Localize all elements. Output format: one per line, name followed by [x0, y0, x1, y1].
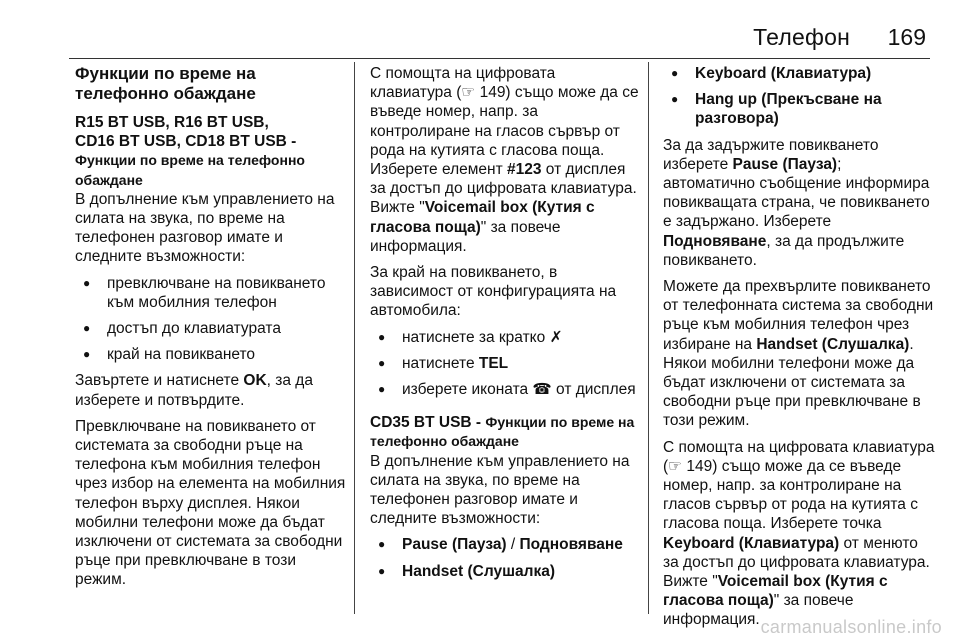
- text-run: За да задържите повикването изберете: [663, 136, 879, 173]
- text-run: от дисплея: [551, 381, 636, 399]
- hang-up-button-icon: ✗: [549, 328, 563, 346]
- cd35-options-list: [370, 535, 640, 580]
- list-item: ● достъп до клавиатурата: [75, 319, 347, 338]
- text-run: Можете да прехвърлите повикването от телефонната система за свободни ръце към мобилния телефон чрез избиране на: [663, 278, 934, 353]
- text-run: С помощта на цифровата клавиатура (: [663, 438, 935, 475]
- list-item: ● край на повикването: [75, 345, 347, 364]
- text-run: натиснете за кратко: [402, 328, 550, 346]
- column-2: [370, 64, 640, 588]
- resume-label: Подновяване: [519, 536, 623, 554]
- ok-label: OK: [243, 372, 267, 390]
- keyboard-label: Keyboard (Клавиатура): [695, 65, 872, 82]
- text-run: " за повече информация.: [663, 592, 854, 629]
- menu-options-list: [663, 64, 935, 129]
- models-heading: [75, 113, 347, 190]
- text-run: . Някои мобилни телефони може да бъдат изключени от системата за свободни ръце при превключване в този режим.: [663, 335, 921, 430]
- column-divider-2: [648, 62, 649, 614]
- text-run: Функции по време на телефонно обаждане: [370, 414, 635, 450]
- pause-label: Pause (Пауза): [732, 155, 838, 173]
- text-run: " за повече информация.: [370, 218, 561, 255]
- keypad-paragraph-2: [663, 438, 935, 630]
- handset-label: Handset (Слушалка): [402, 562, 556, 580]
- text-run: Завъртете и натиснете: [75, 372, 244, 390]
- chapter-title: Телефон: [753, 24, 850, 50]
- text-run: 149) също може да се въведе номер, напр. за контролиране на гласов сървър от рода на кутията с гласова поща. Изберете точка: [663, 457, 918, 533]
- transfer-paragraph: [663, 277, 935, 431]
- text-run: натиснете: [402, 354, 479, 372]
- page-reference-icon: ☞: [461, 84, 476, 102]
- text-run: С помощта на цифровата клавиатура (: [370, 65, 556, 102]
- options-list: [75, 274, 347, 365]
- models-line-1: R15 BT USB, R16 BT USB,: [75, 114, 269, 131]
- text-run: 149) също може да се въведе номер, напр. за контролиране на гласов сървър от рода на кутията с гласова поща. Изберете елемент: [370, 84, 639, 179]
- list-item: [370, 380, 640, 399]
- hash-123-label: #123: [507, 161, 542, 179]
- list-item: ● превключване на повикването към мобилния телефон: [75, 274, 347, 312]
- text-run: от менюто за достъп до цифровата клавиатура. Вижте ": [663, 534, 930, 591]
- models-line-2: CD16 BT USB, CD18 BT USB -: [75, 133, 297, 151]
- end-call-list: [370, 328, 640, 400]
- header-rule: [69, 58, 930, 59]
- intro-paragraph-2: В допълнение към управлението на силата на звука, по време на телефонен разговор имате и следните възможности:: [370, 452, 630, 528]
- voicemail-link: Voicemail box (Кутия с гласова поща): [663, 573, 888, 610]
- keypad-paragraph: [370, 64, 640, 256]
- text-run: /: [506, 536, 520, 554]
- list-item: [663, 90, 935, 128]
- keyboard-label: Keyboard (Клавиатура): [663, 534, 840, 552]
- hang-up-label: Hang up (Прекъсване на разговора): [695, 91, 882, 128]
- models-subheading: Функции по време на телефонно обаждане: [75, 152, 305, 188]
- text-run: , за да изберете и потвърдите.: [75, 372, 313, 409]
- switch-paragraph: Превключване на повикването от системата за свободни ръце на телефона към мобилния телефон чрез избор на елемента на мобилния телефон върху дисплея. Някои мобилни телефони може да бъдат изключени от системата за свободни ръце при превключване в този режим.: [75, 417, 346, 589]
- column-1: [75, 64, 347, 597]
- text-run: изберете иконата: [402, 381, 533, 399]
- column-3: [663, 64, 935, 637]
- section-heading: Функции по време на телефонно обаждане: [75, 64, 256, 103]
- cd35-heading: [370, 413, 640, 451]
- page-header: [0, 0, 960, 56]
- handset-label: Handset (Слушалка): [756, 335, 910, 353]
- watermark: carmanualsonline.info: [760, 617, 942, 637]
- list-item: [370, 354, 640, 373]
- page-reference-icon: ☞: [668, 457, 683, 475]
- text-run: от дисплея за достъп до цифровата клавиатура. Вижте ": [370, 161, 637, 217]
- voicemail-link: Voicemail box (Кутия с гласова поща): [370, 199, 595, 236]
- end-call-paragraph: За край на повикването, в зависимост от конфигурацията на автомобила:: [370, 264, 617, 320]
- list-item: [370, 328, 640, 347]
- text-run: ; автоматично съобщение информира повикващата страна, че повикването е задържано. Изберете: [663, 155, 930, 231]
- tel-label: TEL: [478, 354, 509, 372]
- column-divider-1: [354, 62, 355, 614]
- text-run: , за да продължите повикването.: [663, 232, 905, 269]
- list-item: [370, 535, 640, 554]
- pause-label: Pause (Пауза): [402, 536, 507, 554]
- turn-press-paragraph: [75, 371, 347, 409]
- text-run: CD35 BT USB -: [370, 414, 486, 432]
- phone-icon: ☎: [532, 381, 552, 399]
- page-number: 169: [887, 24, 926, 50]
- list-item: [370, 562, 640, 581]
- hold-paragraph: [663, 136, 935, 270]
- list-item: [663, 64, 935, 83]
- resume-label: Подновяване: [663, 232, 767, 250]
- intro-paragraph: В допълнение към управлението на силата на звука, по време на телефонен разговор имате и следните възможности:: [75, 190, 335, 266]
